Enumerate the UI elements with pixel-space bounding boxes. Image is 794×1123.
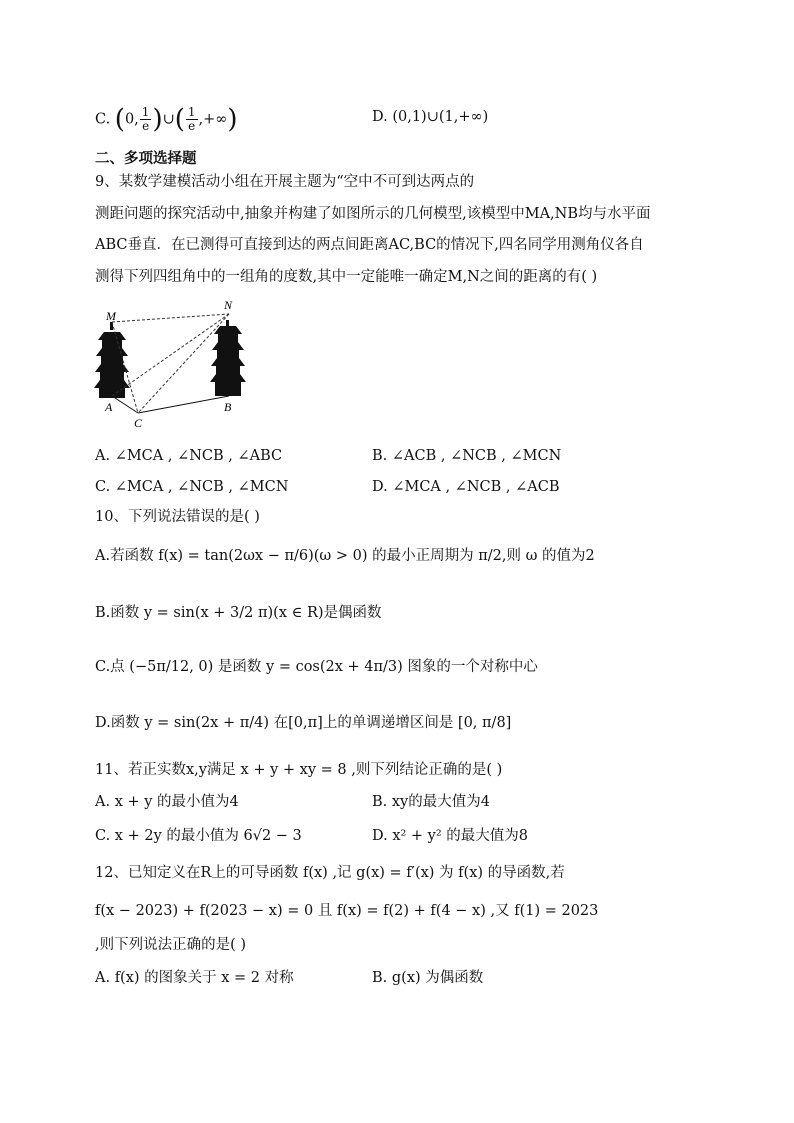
q11-option-d: D. x² + y² 的最大值为8 <box>372 828 529 844</box>
q10-option-b: B.函数 y = sin(x + 3/2 π)(x ∈ R)是偶函数 <box>95 605 382 621</box>
q12-option-b: B. g(x) 为偶函数 <box>372 970 484 986</box>
q9-option-c: C. ∠MCA , ∠NCB , ∠MCN <box>95 479 289 495</box>
q9-stem-line1: 9、某数学建模活动小组在开展主题为“空中不可到达两点的 <box>95 174 475 190</box>
q12-stem-line2: f(x − 2023) + f(2023 − x) = 0 且 f(x) = f(2) + f(4 − x) ,又 f(1) = 2023 <box>95 903 599 919</box>
q12-stem-line3: ,则下列说法正确的是( ) <box>95 937 247 953</box>
q12-option-a: A. f(x) 的图象关于 x = 2 对称 <box>95 970 294 986</box>
q11-option-b: B. xy的最大值为4 <box>372 794 490 810</box>
label-a: A <box>105 400 113 414</box>
q11-option-a: A. x + y 的最小值为4 <box>95 794 239 810</box>
q8-option-c: C. (0, $\frac{1}{e}$ )∪( $\frac{1}{e}$ ,+∞) <box>95 104 238 135</box>
q11-stem: 11、若正实数x,y满足 x + y + xy = 8 ,则下列结论正确的是( ) <box>95 762 503 778</box>
q9-stem-line3: ABC垂直．在已测得可直接到达的两点间距离AC,BC的情况下,四名同学用测角仪各自 <box>95 237 644 253</box>
section-title: 二、多项选择题 <box>95 151 197 167</box>
q10-stem: 10、下列说法错误的是( ) <box>95 509 260 525</box>
q11-option-c: C. x + 2y 的最小值为 6√2 − 3 <box>95 828 302 844</box>
q9-stem-line4: 测得下列四组角中的一组角的度数,其中一定能唯一确定M,N之间的距离的有( ) <box>95 269 598 285</box>
pagoda-geometry-figure <box>90 296 250 436</box>
pagoda-right-icon <box>210 320 246 396</box>
q12-stem: 12、已知定义在R上的可导函数 f(x) ,记 g(x) = f′(x) 为 f(x) 的导函数,若 <box>95 865 565 881</box>
q10-option-d: D.函数 y = sin(2x + π/4) 在[0,π]上的单调递增区间是 [0, π/8] <box>95 715 512 731</box>
label-n: N <box>224 298 233 312</box>
q9-option-d: D. ∠MCA , ∠NCB , ∠ACB <box>372 479 560 495</box>
label-c: C <box>134 416 143 430</box>
q9-stem-line2: 测距问题的探究活动中,抽象并构建了如图所示的几何模型,该模型中MA,NB均与水平面 <box>95 206 651 222</box>
q8-option-d: D. (0,1)∪(1,+∞) <box>372 109 489 125</box>
q10-option-c: C.点 (−5π/12, 0) 是函数 y = cos(2x + 4π/3) 图象的一个对称中心 <box>95 659 538 675</box>
label-b: B <box>224 400 232 414</box>
label-m: M <box>106 309 116 323</box>
q9-option-a: A. ∠MCA , ∠NCB , ∠ABC <box>95 448 283 464</box>
q10-option-a: A.若函数 f(x) = tan(2ωx − π/6)(ω > 0) 的最小正周期为 π/2,则 ω 的值为2 <box>95 548 595 564</box>
q9-option-b: B. ∠ACB , ∠NCB , ∠MCN <box>372 448 562 464</box>
